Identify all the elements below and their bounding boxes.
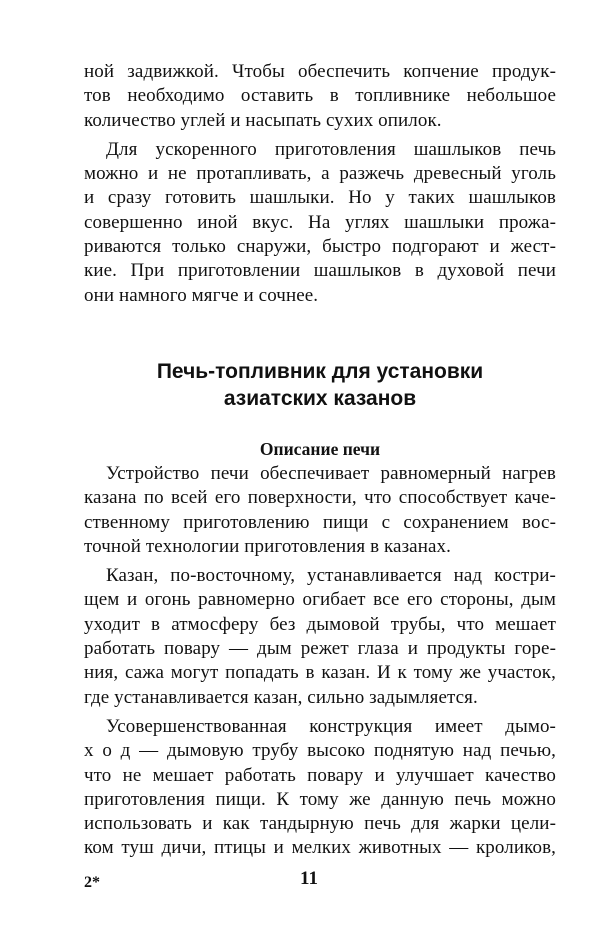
text-line: тов необходимо оставить в топливнике небольшое [84,85,556,107]
heading-gap [84,412,556,438]
text-line: кие. При приготовлении шашлыков в духовой печи [84,260,556,282]
text-line: ком туш дичи, птицы и мелких животных — кроликов, [84,837,556,859]
text-line: совершенно иной вкус. На углях шашлыки прожа- [84,211,556,233]
paragraph-1 [84,60,556,133]
text-line: Для ускоренного приготовления шашлыков печь [106,138,556,160]
section-heading [84,358,556,412]
text-line: Устройство печи обеспечивает равномерный нагрев [106,462,556,484]
text-line: количество углей и насыпать сухих опилок. [84,109,442,131]
text-line: работать повару — дым режет глаза и продукты горе- [84,638,556,660]
signature-mark: 2* [84,874,100,891]
page-footer [0,868,602,898]
text-line: Усовершенствованная конструкция имеет дымо- [106,715,556,737]
text-line: ния, сажа могут попадать в казан. И к тому же участок, [84,662,556,684]
text-line: ной задвижкой. Чтобы обеспечить копчение продук- [84,61,556,82]
text-line: можно и не протапливать, а разжечь древесный уголь [84,163,556,185]
sub-heading: Описание печи [259,438,381,459]
page-body [84,60,556,861]
text-line: и сразу готовить шашлыки. Но у таких шашлыков [84,187,556,209]
text-line: х о д — дымовую трубу высоко поднятую над печью, [84,740,556,762]
paragraph-4 [84,564,556,710]
paragraph-5 [84,715,556,861]
text-line: они намного мягче и сочнее. [84,284,319,306]
text-line: казана по всей его поверхности, что способствует каче- [84,487,556,509]
paragraph-2 [84,138,556,308]
section-heading-line: Печь-топливник для установки [156,359,484,383]
section-gap [84,308,556,358]
text-line: где устанавливается казан, сильно задымляется. [84,686,478,708]
text-line: точной технологии приготовления в казанах. [84,535,451,557]
paragraph-3 [84,462,556,559]
text-line: Казан, по-восточному, устанавливается над костри- [106,565,556,587]
text-line: использовать и как тандырную печь для жарки цели- [84,813,556,835]
section-heading-line: азиатских казанов [223,386,417,410]
text-line: приготовления пищи. К тому же данную печь можно [84,788,556,810]
text-line: щем и огонь равномерно огибает все его стороны, дым [84,589,556,611]
page-number: 11 [300,868,318,889]
text-line: что не мешает работать повару и улучшает качество [84,764,556,786]
text-line: уходит в атмосферу без дымовой трубы, что мешает [84,613,556,635]
text-line: риваются только снаружи, быстро подгорают и жест- [84,236,556,258]
text-line: ственному приготовлению пищи с сохранением вос- [84,511,556,533]
